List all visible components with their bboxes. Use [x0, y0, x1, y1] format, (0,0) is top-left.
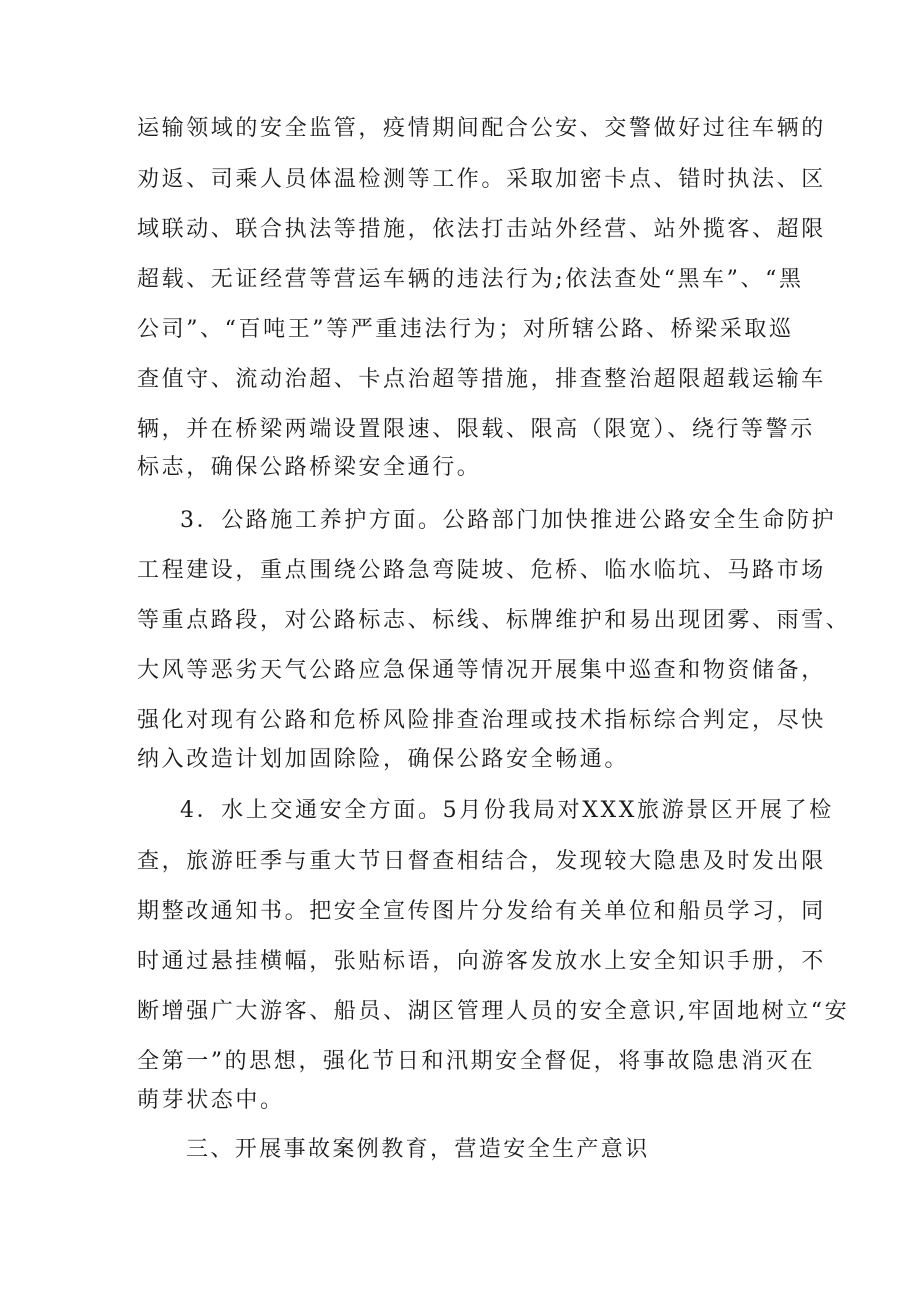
body-line: 查，旅游旺季与重大节日督查相结合，发现较大隐患及时发出限 — [137, 849, 826, 874]
body-line: 强化对现有公路和危桥风险排查治理或技术指标综合判定，尽快 — [137, 708, 826, 733]
body-line: 纳入改造计划加固除险，确保公路安全畅通。 — [137, 747, 630, 772]
section-paragraph-start: 4．水上交通安全方面。5月份我局对XXX旅游景区开展了检 — [180, 798, 834, 823]
body-line: 超载、无证经营等营运车辆的违法行为;依法查处“黑车”、“黑 — [137, 267, 804, 292]
body-line: 辆，并在桥梁两端设置限速、限载、限高（限宽）、绕行等警示 — [137, 417, 815, 442]
body-line: 等重点路段，对公路标志、标线、标牌维护和易出现团雾、雨雪、 — [137, 608, 851, 633]
section-heading: 三、开展事故案例教育，营造安全生产意识 — [186, 1137, 650, 1162]
body-line: 公司”、“百吨王”等严重违法行为；对所辖公路、桥梁采取巡 — [137, 317, 794, 342]
body-line: 工程建设，重点围绕公路急弯陡坡、危桥、临水临坑、马路市场 — [137, 558, 826, 583]
body-line: 大风等恶劣天气公路应急保通等情况开展集中巡查和物资储备， — [137, 658, 826, 683]
body-line: 时通过悬挂横幅，张贴标语，向游客发放水上安全知识手册，不 — [137, 949, 826, 974]
body-line: 萌芽状态中。 — [137, 1088, 285, 1113]
body-line: 域联动、联合执法等措施，依法打击站外经营、站外揽客、超限 — [137, 217, 826, 242]
body-line: 断增强广大游客、船员、湖区管理人员的安全意识,牢固地树立“安 — [137, 999, 850, 1024]
section-paragraph-start: 3．公路施工养护方面。公路部门加快推进公路安全生命防护 — [180, 508, 837, 533]
body-line: 查值守、流动治超、卡点治超等措施，排查整治超限超载运输车 — [137, 367, 826, 392]
body-line: 标志，确保公路桥梁安全通行。 — [137, 455, 482, 480]
body-line: 全第一”的思想，强化节日和汛期安全督促，将事故隐患消灭在 — [137, 1049, 816, 1074]
body-line: 劝返、司乘人员体温检测等工作。采取加密卡点、错时执法、区 — [137, 167, 826, 192]
body-line: 期整改通知书。把安全宣传图片分发给有关单位和船员学习，同 — [137, 899, 826, 924]
body-line: 运输领域的安全监管，疫情期间配合公安、交警做好过往车辆的 — [137, 116, 826, 141]
